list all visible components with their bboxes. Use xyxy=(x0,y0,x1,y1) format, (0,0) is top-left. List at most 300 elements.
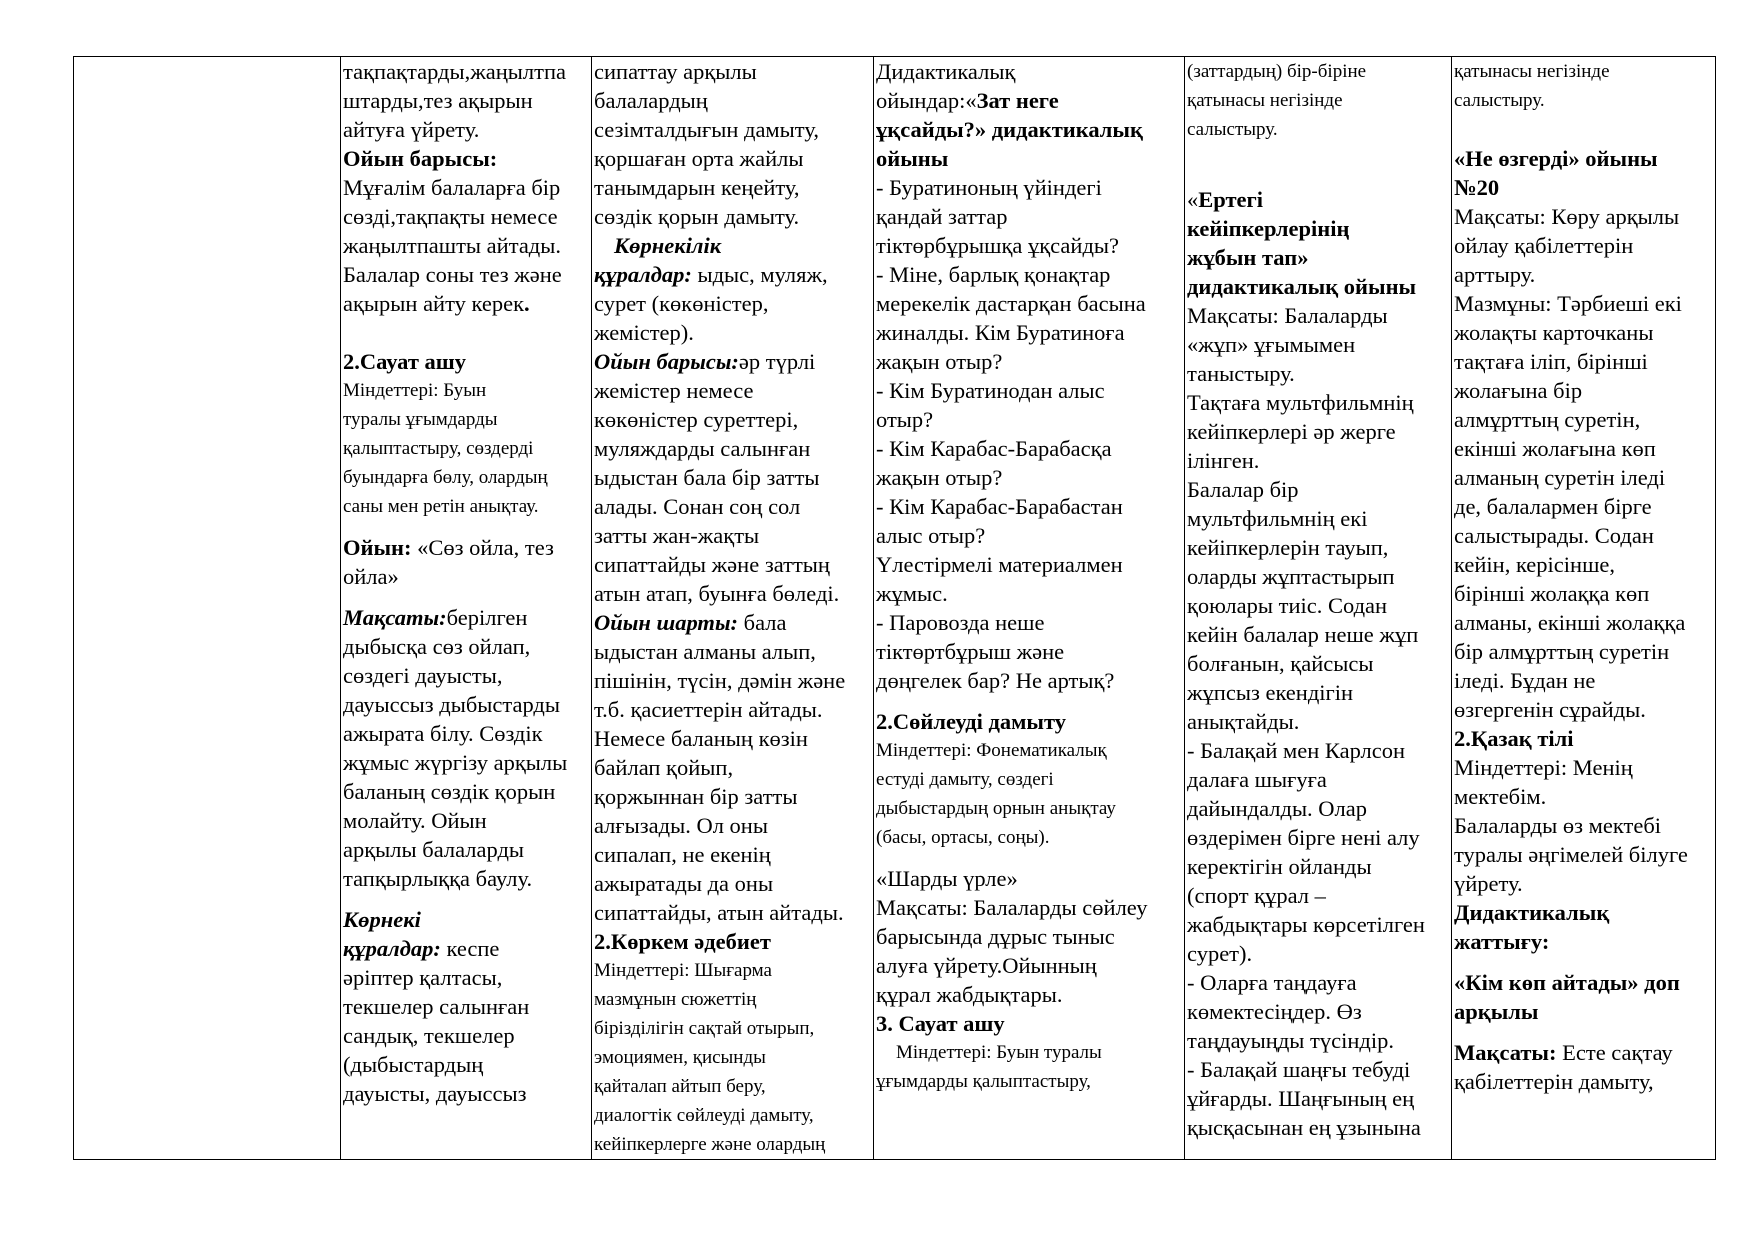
text-line xyxy=(1454,579,1714,608)
text-line xyxy=(876,260,1183,289)
body-text: туралы әңгімелей білуге xyxy=(1454,842,1688,867)
text-line xyxy=(594,782,872,811)
paragraph-spacer xyxy=(1454,1026,1714,1038)
text-line xyxy=(876,1038,1183,1067)
text-line xyxy=(343,260,590,289)
text-line xyxy=(1187,417,1450,446)
text-line xyxy=(1187,562,1450,591)
body-text: буындарға бөлу, олардың xyxy=(343,467,548,488)
text-line xyxy=(876,864,1183,893)
text-line xyxy=(876,980,1183,1009)
body-text: үйрету. xyxy=(1454,871,1523,896)
emphasis-text: «Кім көп айтады» доп xyxy=(1454,970,1680,995)
text-line xyxy=(594,695,872,724)
text-line xyxy=(594,637,872,666)
body-text: жұмыс. xyxy=(876,581,948,606)
body-text: затты жан-жақты xyxy=(594,523,760,548)
text-line xyxy=(1187,214,1450,243)
body-text: бала xyxy=(738,610,787,635)
text-line xyxy=(1454,86,1714,115)
text-line xyxy=(1454,840,1714,869)
text-line xyxy=(876,231,1183,260)
paragraph-spacer xyxy=(876,695,1183,707)
body-text: мазмұнын сюжеттің xyxy=(594,989,757,1010)
text-line xyxy=(343,992,590,1021)
text-line xyxy=(343,463,590,492)
text-line xyxy=(1454,811,1714,840)
emphasis-text: №20 xyxy=(1454,175,1500,200)
body-text: танымдарын кеңейту, xyxy=(594,175,800,200)
emphasis-text: Ойын барысы: xyxy=(343,146,498,171)
text-line xyxy=(1187,115,1450,144)
text-line xyxy=(343,963,590,992)
emphasis-text: кейіпкерлерінің xyxy=(1187,216,1350,241)
body-text: сөзді,тақпақты немесе xyxy=(343,204,558,229)
text-line xyxy=(594,927,872,956)
text-line xyxy=(594,608,872,637)
body-text: кеспе xyxy=(440,936,500,961)
body-text: Міндеттері: Фонематикалық xyxy=(876,740,1107,761)
body-text: мультфильмнің екі xyxy=(1187,506,1368,531)
emphasis-text: жаттығу: xyxy=(1454,929,1550,954)
text-line xyxy=(343,492,590,521)
text-line xyxy=(876,637,1183,666)
body-text: арқылы балаларды xyxy=(343,837,525,862)
body-text: жолақты карточканы xyxy=(1454,320,1654,345)
text-line xyxy=(1187,388,1450,417)
text-line xyxy=(343,57,590,86)
emphasis-text: Көрнекілік xyxy=(614,233,722,258)
emphasis-text: Ойын: xyxy=(343,535,412,560)
body-text: барысында дұрыс тыныс xyxy=(876,924,1115,949)
text-line xyxy=(1454,57,1714,86)
body-text: қоржыннан бір затты xyxy=(594,784,798,809)
text-line xyxy=(594,492,872,521)
body-text: сипаттайды, атын айтады. xyxy=(594,900,844,925)
body-text: Немесе баланың көзін xyxy=(594,726,808,751)
text-line xyxy=(594,840,872,869)
text-line xyxy=(876,794,1183,823)
text-line xyxy=(1454,869,1714,898)
emphasis-text: арқылы xyxy=(1454,999,1539,1024)
text-line xyxy=(876,765,1183,794)
text-line xyxy=(876,1067,1183,1096)
text-line xyxy=(1187,939,1450,968)
text-line xyxy=(1187,794,1450,823)
text-line xyxy=(876,57,1183,86)
text-line xyxy=(1454,202,1714,231)
body-text: «жұп» ұғымымен xyxy=(1187,332,1356,357)
body-text: қысқасынан ең ұзынына xyxy=(1187,1115,1421,1140)
text-line xyxy=(1187,1084,1450,1113)
text-line xyxy=(876,579,1183,608)
text-line xyxy=(594,434,872,463)
body-text: кейіпкерлері әр жерге xyxy=(1187,419,1396,444)
emphasis-text: «Не өзгерді» ойыны xyxy=(1454,146,1658,171)
text-line xyxy=(1454,405,1714,434)
body-text: қатынасы негізінде xyxy=(1454,61,1610,82)
body-text: ойлау қабілеттерін xyxy=(1454,233,1634,258)
text-line xyxy=(1454,637,1714,666)
body-text: қандай заттар xyxy=(876,204,1008,229)
text-line xyxy=(1454,782,1714,811)
text-line xyxy=(594,202,872,231)
body-text: - Кім Карабас-Барабасқа xyxy=(876,436,1112,461)
body-text: Дидактикалық xyxy=(876,59,1016,84)
text-line xyxy=(1187,591,1450,620)
body-text: алманың суретін іледі xyxy=(1454,465,1666,490)
body-text: штарды,тез ақырын xyxy=(343,88,533,113)
body-text: - Балақай мен Карлсон xyxy=(1187,738,1406,763)
text-line xyxy=(1454,1067,1714,1096)
emphasis-text: жұбын тап» xyxy=(1187,245,1309,270)
body-text: керектігін ойланды xyxy=(1187,854,1372,879)
text-line xyxy=(1454,231,1714,260)
text-line xyxy=(594,898,872,927)
body-text: - Кім Карабас-Барабастан xyxy=(876,494,1123,519)
body-text: анықтайды. xyxy=(1187,709,1300,734)
body-text: қатынасы негізінде xyxy=(1187,90,1343,111)
body-text: ыдыс, муляж, xyxy=(691,262,828,287)
body-text: (спорт құрал – xyxy=(1187,883,1326,908)
emphasis-text: дидактикалық ойыны xyxy=(1187,274,1417,299)
body-text: Есте сақтау xyxy=(1556,1040,1673,1065)
text-line xyxy=(1454,318,1714,347)
text-line xyxy=(1187,620,1450,649)
body-text: салыстыру. xyxy=(1454,90,1545,111)
body-text: «Сөз ойла, тез xyxy=(411,535,554,560)
text-line xyxy=(1187,910,1450,939)
text-line xyxy=(594,869,872,898)
text-line xyxy=(876,736,1183,765)
paragraph-spacer xyxy=(876,852,1183,864)
body-text: сурет (көкөністер, xyxy=(594,291,769,316)
body-text: Мұғалім балаларға бір xyxy=(343,175,561,200)
text-line xyxy=(594,463,872,492)
body-text: дайындалды. Олар xyxy=(1187,796,1368,821)
body-text: салыстыру. xyxy=(1187,119,1278,140)
text-line xyxy=(1454,968,1714,997)
body-text: дыбыстардың орнын анықтау xyxy=(876,798,1116,819)
body-text: - Балақай шаңғы тебуді xyxy=(1187,1057,1411,1082)
text-line xyxy=(594,1014,872,1043)
text-line xyxy=(343,533,590,562)
body-text: сипалап, не екенің xyxy=(594,842,771,867)
body-text: Тақтаға мультфильмнің xyxy=(1187,390,1414,415)
text-line xyxy=(343,748,590,777)
text-line xyxy=(876,347,1183,376)
body-text: көмектесіңдер. Өз xyxy=(1187,999,1362,1024)
text-line xyxy=(1454,434,1714,463)
body-text: айтуға үйрету. xyxy=(343,117,480,142)
text-line xyxy=(594,1130,872,1159)
text-line xyxy=(876,202,1183,231)
table-cell-what-changed-kazakh xyxy=(1452,57,1716,1160)
body-text: жабдықтары көрсетілген xyxy=(1187,912,1425,937)
body-text: іледі. Бұдан не xyxy=(1454,668,1596,693)
paragraph-spacer xyxy=(343,591,590,603)
body-text: сөздік қорын дамыту. xyxy=(594,204,800,229)
text-line xyxy=(876,115,1183,144)
body-text: берілген xyxy=(446,605,528,630)
body-text: естуді дамыту, сөздегі xyxy=(876,769,1054,790)
text-line xyxy=(1454,492,1714,521)
body-text: дауысты, дауыссыз xyxy=(343,1081,527,1106)
body-text: ұйғарды. Шаңғының ең xyxy=(1187,1086,1415,1111)
text-line xyxy=(594,144,872,173)
body-text: көкөністер суреттері, xyxy=(594,407,799,432)
body-text: Мақсаты: Балаларды сөйлеу xyxy=(876,895,1148,920)
text-line xyxy=(594,1043,872,1072)
text-line xyxy=(1187,185,1450,214)
emphasis-text: құралдар: xyxy=(343,936,441,961)
text-line xyxy=(876,951,1183,980)
text-line xyxy=(343,202,590,231)
emphasis-text: Дидактикалық xyxy=(1454,900,1610,925)
body-text: - Паровозда неше xyxy=(876,610,1045,635)
body-text: (басы, ортасы, соңы). xyxy=(876,827,1050,848)
body-text: тіктөрбұрышқа ұқсайды? xyxy=(876,233,1120,258)
text-line xyxy=(1454,1038,1714,1067)
text-line xyxy=(1187,1026,1450,1055)
text-line xyxy=(1187,475,1450,504)
text-line xyxy=(1454,144,1714,173)
text-line xyxy=(1187,649,1450,678)
body-text: туралы ұғымдарды xyxy=(343,409,498,430)
text-line xyxy=(594,753,872,782)
paragraph-spacer xyxy=(343,893,590,905)
body-text: ақырын айту керек xyxy=(343,291,525,316)
body-text: т.б. қасиеттерін айтады. xyxy=(594,697,823,722)
text-line xyxy=(343,376,590,405)
body-text: ыдыстан бала бір затты xyxy=(594,465,820,490)
text-line xyxy=(594,86,872,115)
body-text: Міндеттері: Шығарма xyxy=(594,960,772,981)
text-line xyxy=(1454,550,1714,579)
text-line xyxy=(1187,86,1450,115)
body-text: алманы, екінші жолаққа xyxy=(1454,610,1686,635)
text-line xyxy=(343,562,590,591)
text-line xyxy=(343,1079,590,1108)
text-line xyxy=(594,231,872,260)
body-text: атын атап, буынға бөледі. xyxy=(594,581,840,606)
body-text: таныстыру. xyxy=(1187,361,1295,386)
text-line xyxy=(594,289,872,318)
text-line xyxy=(1454,724,1714,753)
body-text: молайту. Ойын xyxy=(343,808,487,833)
text-line xyxy=(1454,753,1714,782)
text-line xyxy=(594,260,872,289)
emphasis-text: 2.Сауат ашу xyxy=(343,349,467,374)
table-cell-didactic-speech xyxy=(874,57,1185,1160)
emphasis-text: Көрнекі xyxy=(343,907,421,932)
body-text: сандық, текшелер xyxy=(343,1023,515,1048)
text-line xyxy=(1454,608,1714,637)
text-line xyxy=(1454,347,1714,376)
body-text: сипаттайды және заттың xyxy=(594,552,830,577)
text-line xyxy=(594,1101,872,1130)
text-line xyxy=(343,905,590,934)
text-line xyxy=(343,1021,590,1050)
text-line xyxy=(1187,1113,1450,1142)
emphasis-text: 2.Көркем әдебиет xyxy=(594,929,771,954)
text-line xyxy=(594,347,872,376)
text-line xyxy=(1454,463,1714,492)
text-line xyxy=(1454,289,1714,318)
text-line xyxy=(876,318,1183,347)
text-line xyxy=(1187,446,1450,475)
text-line xyxy=(343,719,590,748)
text-line xyxy=(343,347,590,376)
table-cell-empty xyxy=(74,57,341,1160)
text-line xyxy=(1187,968,1450,997)
text-line xyxy=(876,608,1183,637)
emphasis-text: Ойын шарты: xyxy=(594,610,739,635)
text-line xyxy=(343,934,590,963)
body-text: диалогтік сөйлеуді дамыту, xyxy=(594,1105,814,1126)
text-line xyxy=(876,463,1183,492)
body-text: Үлестірмелі материалмен xyxy=(876,552,1123,577)
text-line xyxy=(1454,376,1714,405)
text-line xyxy=(343,405,590,434)
emphasis-text: ұқсайды?» дидактикалық xyxy=(876,117,1143,142)
text-line xyxy=(594,521,872,550)
text-line xyxy=(594,173,872,202)
text-line xyxy=(594,811,872,840)
text-line xyxy=(876,707,1183,736)
body-text: эмоциямен, қисынды xyxy=(594,1047,766,1068)
body-text: арттыру. xyxy=(1454,262,1536,287)
body-text: муляждарды салынған xyxy=(594,436,811,461)
text-line xyxy=(594,666,872,695)
body-text: оларды жұптастырып xyxy=(1187,564,1395,589)
body-text: кейін балалар неше жұп xyxy=(1187,622,1419,647)
body-text: жемістер). xyxy=(594,320,694,345)
text-line xyxy=(1187,301,1450,330)
body-text: отыр? xyxy=(876,407,934,432)
body-text: жұмыс жүргізу арқылы xyxy=(343,750,568,775)
text-line xyxy=(343,864,590,893)
body-text: таңдауыңды түсіндір. xyxy=(1187,1028,1394,1053)
text-line xyxy=(1454,898,1714,927)
body-text: - Кім Буратинодан алыс xyxy=(876,378,1105,403)
body-text: Балаларды өз мектебі xyxy=(1454,813,1662,838)
text-line xyxy=(876,144,1183,173)
text-line xyxy=(876,289,1183,318)
text-line xyxy=(594,956,872,985)
body-text: өзгергенін сұрайды. xyxy=(1454,697,1646,722)
body-text: текшелер салынған xyxy=(343,994,530,1019)
body-text: сөздегі дауысты, xyxy=(343,663,503,688)
text-line xyxy=(594,57,872,86)
paragraph-spacer xyxy=(343,521,590,533)
text-line xyxy=(1454,260,1714,289)
body-text: дауыссыз дыбыстарды xyxy=(343,692,560,717)
body-text: мерекелік дастарқан басына xyxy=(876,291,1146,316)
text-line xyxy=(1187,359,1450,388)
text-line xyxy=(1454,666,1714,695)
paragraph-spacer xyxy=(1454,956,1714,968)
text-line xyxy=(343,231,590,260)
body-text: балалардың xyxy=(594,88,708,113)
text-line xyxy=(1454,927,1714,956)
body-text: ілінген. xyxy=(1187,448,1260,473)
text-line xyxy=(594,405,872,434)
body-text: қабілеттерін дамыту, xyxy=(1454,1069,1654,1094)
text-line xyxy=(343,86,590,115)
body-text: байлап қойып, xyxy=(594,755,734,780)
body-text: ыдыстан алманы алып, xyxy=(594,639,816,664)
text-line xyxy=(876,1009,1183,1038)
text-line xyxy=(594,115,872,144)
emphasis-text: . xyxy=(524,291,530,316)
body-text: бірінші жолаққа көп xyxy=(1454,581,1650,606)
text-line xyxy=(594,376,872,405)
text-line xyxy=(343,1050,590,1079)
body-text: дыбысқа сөз ойлап, xyxy=(343,634,531,659)
table-cell-senses-literature xyxy=(592,57,874,1160)
text-line xyxy=(1187,243,1450,272)
body-text: Мақсаты: Балаларды xyxy=(1187,303,1388,328)
text-line xyxy=(594,724,872,753)
body-text: «Шарды үрле» xyxy=(876,866,1018,891)
text-line xyxy=(1187,1055,1450,1084)
text-line xyxy=(1187,881,1450,910)
body-text: пішінін, түсін, дәмін және xyxy=(594,668,846,693)
text-line xyxy=(343,661,590,690)
body-text: кейіпкерлерге және олардың xyxy=(594,1134,826,1155)
emphasis-text: ойыны xyxy=(876,146,949,171)
body-text: Балалар соны тез және xyxy=(343,262,562,287)
text-line xyxy=(876,86,1183,115)
emphasis-text: Мақсаты: xyxy=(343,605,447,630)
text-line xyxy=(594,318,872,347)
body-text: (дыбыстардың xyxy=(343,1052,484,1077)
table-row xyxy=(74,57,1716,1160)
body-text: Міндеттері: Менің xyxy=(1454,755,1633,780)
paragraph-spacer xyxy=(1187,144,1450,173)
text-line xyxy=(876,893,1183,922)
body-text: болғанын, қайсысы xyxy=(1187,651,1374,676)
body-text: саны мен ретін анықтау. xyxy=(343,496,539,517)
body-text: ажыратады да оны xyxy=(594,871,774,896)
body-text: Мақсаты: Көру арқылы xyxy=(1454,204,1680,229)
text-line xyxy=(343,603,590,632)
text-line xyxy=(1187,330,1450,359)
body-text: Міндеттері: Буын xyxy=(343,380,487,401)
body-text: - Оларға таңдауға xyxy=(1187,970,1357,995)
body-text: жақын отыр? xyxy=(876,465,1003,490)
text-line xyxy=(1187,852,1450,881)
body-text: тіктөртбұрыш және xyxy=(876,639,1065,664)
text-line xyxy=(1187,823,1450,852)
body-text: ойындар:« xyxy=(876,88,977,113)
body-text: бір алмұрттың суретін xyxy=(1454,639,1670,664)
text-line xyxy=(594,1072,872,1101)
lesson-plan-table xyxy=(73,56,1716,1160)
text-line xyxy=(876,521,1183,550)
body-text: жолағына бір xyxy=(1454,378,1583,403)
emphasis-text: 2.Сөйлеуді дамыту xyxy=(876,709,1067,734)
text-line xyxy=(343,690,590,719)
text-line xyxy=(1187,997,1450,1026)
emphasis-text: Зат неге xyxy=(976,88,1059,113)
body-text: алмұрттың суретін, xyxy=(1454,407,1641,432)
text-line xyxy=(1187,533,1450,562)
text-line xyxy=(876,823,1183,852)
body-text: кейін, керісінше, xyxy=(1454,552,1616,577)
text-line xyxy=(876,173,1183,202)
